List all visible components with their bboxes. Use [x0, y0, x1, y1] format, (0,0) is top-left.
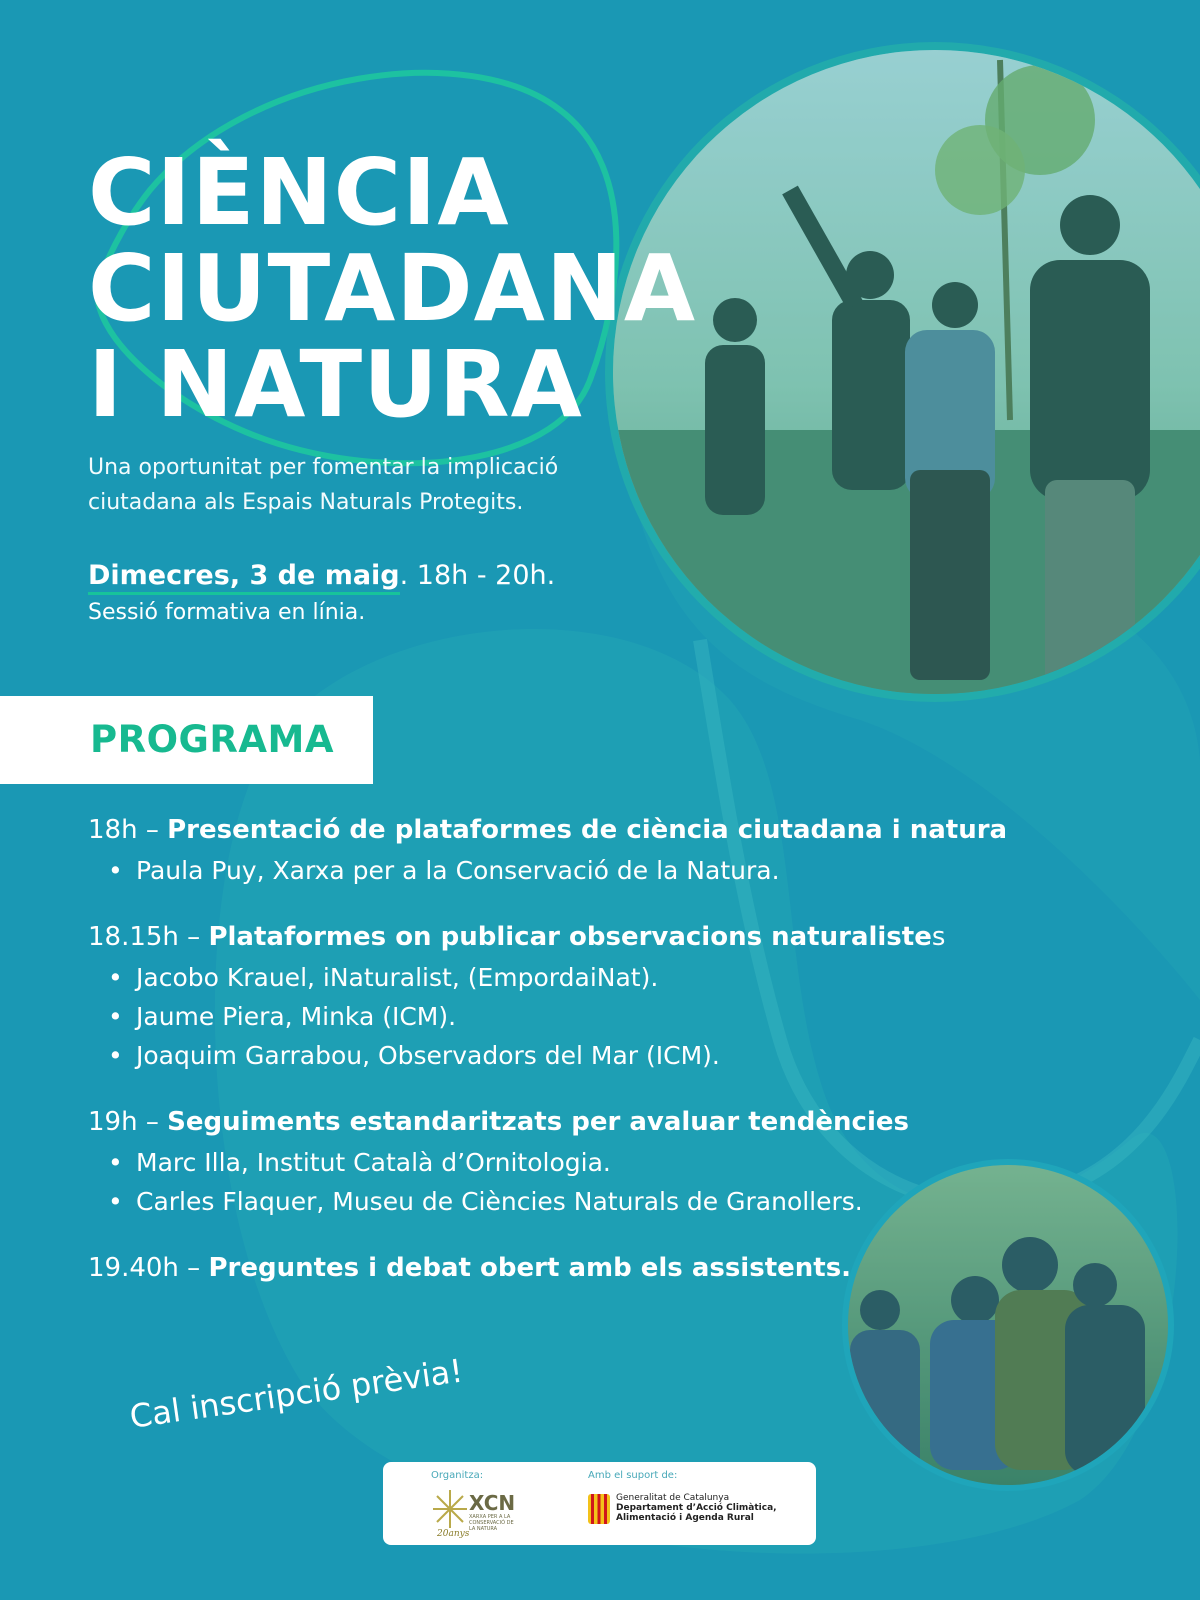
- speaker-item: • Joaquim Garrabou, Observadors del Mar (ICM).: [88, 1036, 1088, 1075]
- agenda-title: Presentació de plataformes de ciència ciutadana i natura: [167, 815, 1008, 845]
- speaker-item: • Carles Flaquer, Museu de Ciències Naturals de Granollers.: [88, 1182, 1088, 1221]
- svg-text:20anys: 20anys: [437, 1529, 470, 1538]
- organizer-subtitle: XARXA PER A LA CONSERVACIÓ DE LA NATURA: [469, 1514, 514, 1532]
- sponsor-bar: [383, 1462, 816, 1545]
- programa-label: PROGRAMA: [90, 718, 335, 761]
- agenda-title-tail: s: [931, 922, 946, 952]
- speaker-list: [88, 851, 1088, 890]
- programa-header: [0, 696, 373, 784]
- support-label: Amb el suport de:: [588, 1470, 678, 1481]
- event-date: [88, 558, 555, 594]
- agenda-block-1: [88, 812, 1088, 890]
- agenda-block-4: [88, 1250, 1088, 1286]
- event-time: . 18h - 20h.: [399, 560, 556, 591]
- program-agenda: [88, 812, 1088, 1315]
- speaker-item: • Marc Illa, Institut Català d’Ornitologia.: [88, 1143, 1088, 1182]
- agenda-time: 19.40h –: [88, 1253, 209, 1283]
- agenda-title: Plataformes on publicar observacions naturaliste: [208, 922, 932, 952]
- speaker-item: • Jacobo Krauel, iNaturalist, (EmpordaiNat).: [88, 958, 1088, 997]
- registration-note: Cal inscripció prèvia!: [127, 1351, 466, 1436]
- agenda-time: 18h –: [88, 815, 168, 845]
- event-title: CIÈNCIA CIUTADANA I NATURA: [88, 139, 697, 438]
- agenda-title: Preguntes i debat obert amb els assistents.: [208, 1253, 852, 1283]
- agenda-time: 19h –: [88, 1107, 168, 1137]
- event-subtitle: Una oportunitat per fomentar la implicació ciutadana als Espais Naturals Protegits.: [88, 455, 559, 515]
- speaker-list: [88, 958, 1088, 1075]
- agenda-heading: [88, 1250, 1088, 1286]
- event-date-day: Dimecres, 3 de maig: [88, 560, 400, 595]
- organizer-label: Organitza:: [431, 1470, 484, 1481]
- supporter-line-3: Alimentació i Agenda Rural: [616, 1513, 754, 1523]
- agenda-block-2: [88, 919, 1088, 1075]
- agenda-heading: [88, 919, 1088, 955]
- session-format: Sessió formativa en línia.: [88, 600, 366, 625]
- supporter-line-1: Generalitat de Catalunya: [616, 1493, 730, 1503]
- agenda-time: 18.15h –: [88, 922, 209, 952]
- supporter-line-2: Departament d’Acció Climàtica,: [616, 1503, 777, 1513]
- agenda-block-3: [88, 1104, 1088, 1221]
- speaker-item: • Paula Puy, Xarxa per a la Conservació de la Natura.: [88, 851, 1088, 890]
- generalitat-flag-icon: [588, 1494, 610, 1524]
- organizer-name: XCN: [469, 1491, 516, 1515]
- speaker-item: • Jaume Piera, Minka (ICM).: [88, 997, 1088, 1036]
- supporter-name: [616, 1493, 777, 1523]
- agenda-heading: [88, 1104, 1088, 1140]
- speaker-list: [88, 1143, 1088, 1221]
- agenda-title: Seguiments estandaritzats per avaluar tendències: [167, 1107, 909, 1137]
- agenda-heading: [88, 812, 1088, 848]
